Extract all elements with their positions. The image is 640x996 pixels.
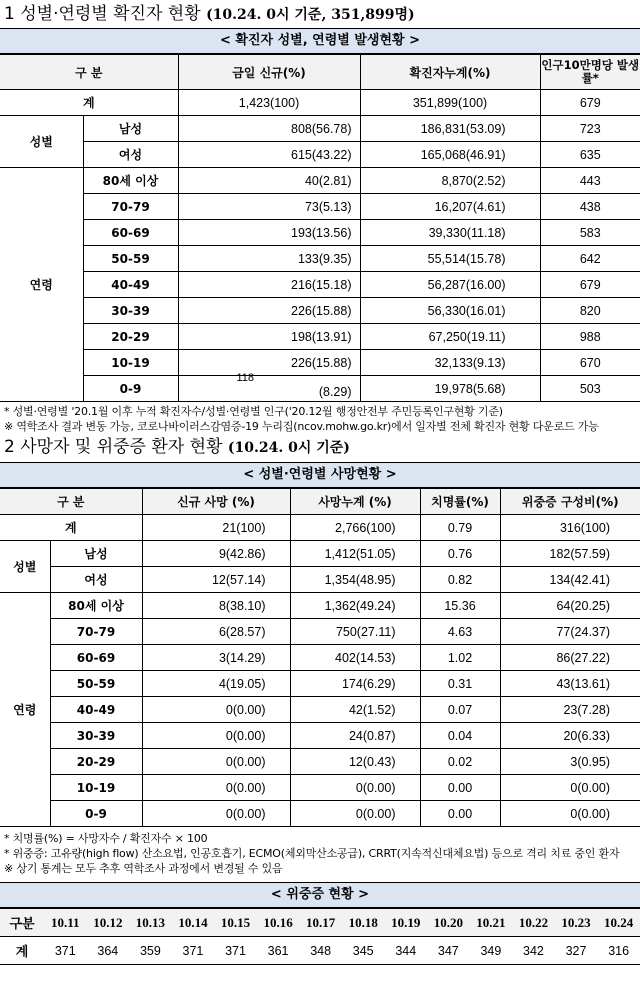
severe-date-cell: 10.15 <box>214 909 257 937</box>
confirmed-age-label: 50-59 <box>83 246 178 272</box>
confirmed-age-group-label: 연령 <box>0 168 83 402</box>
confirmed-age-new-top: 118 <box>236 372 255 384</box>
deaths-age-cumulative: 1,362(49.24) <box>290 593 420 619</box>
deaths-header-fatality: 치명률(%) <box>420 489 500 515</box>
confirmed-total-rate: 679 <box>540 90 640 116</box>
severe-date-cell: 10.23 <box>555 909 598 937</box>
severe-value-cell: 371 <box>44 937 87 965</box>
confirmed-age-label: 10-19 <box>83 350 178 376</box>
confirmed-sex-new: 808(56.78) <box>178 116 360 142</box>
section2-note: * 치명률(%) = 사망자수 / 확진자수 × 100 <box>4 832 208 845</box>
confirmed-header-new: 금일 신규(%) <box>178 55 360 90</box>
deaths-table-caption: < 성별·연령별 사망현황 > <box>0 462 640 488</box>
deaths-sex-fatality: 0.76 <box>420 541 500 567</box>
confirmed-age-rate: 679 <box>540 272 640 298</box>
confirmed-age-label: 0-9 <box>83 376 178 402</box>
deaths-age-fatality: 0.31 <box>420 671 500 697</box>
deaths-age-severe: 86(27.22) <box>500 645 640 671</box>
confirmed-sex-rate: 723 <box>540 116 640 142</box>
severe-value-cell: 359 <box>129 937 172 965</box>
deaths-age-severe: 0(0.00) <box>500 775 640 801</box>
confirmed-age-label: 80세 이상 <box>83 168 178 194</box>
deaths-header-cumulative: 사망누계 (%) <box>290 489 420 515</box>
section1-title-rest: (10.24. 0시 기준, 351,899명) <box>206 7 415 23</box>
severe-value-cell: 371 <box>172 937 215 965</box>
confirmed-age-new: 133(9.35) <box>178 246 360 272</box>
deaths-age-severe: 77(24.37) <box>500 619 640 645</box>
deaths-age-cumulative: 174(6.29) <box>290 671 420 697</box>
severe-date-cell: 10.17 <box>299 909 342 937</box>
confirmed-age-label: 20-29 <box>83 324 178 350</box>
severe-value-cell: 342 <box>512 937 555 965</box>
confirmed-age-new: 198(13.91) <box>178 324 360 350</box>
confirmed-age-cumulative: 8,870(2.52) <box>360 168 540 194</box>
confirmed-age-new: 40(2.81) <box>178 168 360 194</box>
section2-title <box>0 434 640 460</box>
deaths-age-cumulative: 12(0.43) <box>290 749 420 775</box>
confirmed-age-cumulative: 19,978(5.68) <box>360 376 540 402</box>
severe-date-cell: 10.16 <box>257 909 300 937</box>
severe-date-cell: 10.20 <box>427 909 470 937</box>
severe-date-cell: 10.11 <box>44 909 87 937</box>
confirmed-age-label: 30-39 <box>83 298 178 324</box>
deaths-age-label: 30-39 <box>50 723 142 749</box>
severe-date-cell: 10.18 <box>342 909 385 937</box>
deaths-age-new: 0(0.00) <box>142 801 290 827</box>
confirmed-age-rate: 583 <box>540 220 640 246</box>
confirmed-sex-label: 여성 <box>83 142 178 168</box>
severe-date-row <box>0 909 640 937</box>
section2-note: * 위중증: 고유량(high flow) 산소요법, 인공호흡기, ECMO(체외막산소공급), CRRT(지속적신대체요법) 등으로 격리 치료 중인 환자 <box>4 847 620 860</box>
confirmed-table-caption: < 확진자 성별, 연령별 발생현황 > <box>0 28 640 54</box>
deaths-table <box>0 488 640 827</box>
deaths-age-severe: 0(0.00) <box>500 801 640 827</box>
confirmed-age-cumulative: 32,133(9.13) <box>360 350 540 376</box>
deaths-sex-new: 12(57.14) <box>142 567 290 593</box>
section1-note: * 성별·연령별 '20.1월 이후 누적 확진자수/성별·연령별 인구('20.12월 행정안전부 주민등록인구현황 기준) <box>4 405 503 418</box>
confirmed-age-new-bottom: (8.29) <box>318 385 352 399</box>
severe-table-caption: < 위중증 현황 > <box>0 882 640 908</box>
deaths-age-label: 50-59 <box>50 671 142 697</box>
deaths-age-cumulative: 750(27.11) <box>290 619 420 645</box>
deaths-sex-cumulative: 1,354(48.95) <box>290 567 420 593</box>
deaths-age-fatality: 0.04 <box>420 723 500 749</box>
deaths-age-label: 60-69 <box>50 645 142 671</box>
confirmed-age-rate: 642 <box>540 246 640 272</box>
deaths-age-fatality: 0.02 <box>420 749 500 775</box>
deaths-age-fatality: 1.02 <box>420 645 500 671</box>
severe-value-cell: 316 <box>597 937 640 965</box>
confirmed-age-new <box>178 372 360 402</box>
deaths-sex-cumulative: 1,412(51.05) <box>290 541 420 567</box>
severe-date-cell: 10.21 <box>470 909 513 937</box>
confirmed-table <box>0 54 640 402</box>
deaths-age-fatality: 4.63 <box>420 619 500 645</box>
deaths-age-group-label: 연령 <box>0 593 50 827</box>
severe-value-cell: 349 <box>470 937 513 965</box>
severe-date-cell: 10.12 <box>87 909 130 937</box>
confirmed-age-rate: 988 <box>540 324 640 350</box>
deaths-age-cumulative: 42(1.52) <box>290 697 420 723</box>
deaths-age-fatality: 0.00 <box>420 801 500 827</box>
deaths-sex-severe: 134(42.41) <box>500 567 640 593</box>
confirmed-age-rate: 670 <box>540 350 640 376</box>
deaths-age-label: 20-29 <box>50 749 142 775</box>
confirmed-header-cumulative: 확진자누계(%) <box>360 55 540 90</box>
confirmed-age-label: 40-49 <box>83 272 178 298</box>
confirmed-age-cumulative: 39,330(11.18) <box>360 220 540 246</box>
deaths-age-label: 70-79 <box>50 619 142 645</box>
confirmed-total-label: 계 <box>0 90 178 116</box>
deaths-age-fatality: 15.36 <box>420 593 500 619</box>
confirmed-header-category: 구 분 <box>0 55 178 90</box>
confirmed-age-rate: 503 <box>540 376 640 402</box>
deaths-age-severe: 23(7.28) <box>500 697 640 723</box>
severe-header-label: 구분 <box>0 909 44 937</box>
deaths-age-fatality: 0.07 <box>420 697 500 723</box>
deaths-age-new: 0(0.00) <box>142 697 290 723</box>
confirmed-age-label: 70-79 <box>83 194 178 220</box>
deaths-sex-label: 남성 <box>50 541 142 567</box>
confirmed-sex-group-label: 성별 <box>0 116 83 168</box>
confirmed-sex-label: 남성 <box>83 116 178 142</box>
deaths-age-label: 10-19 <box>50 775 142 801</box>
severe-value-row <box>0 937 640 965</box>
deaths-age-new: 0(0.00) <box>142 749 290 775</box>
severe-value-cell: 361 <box>257 937 300 965</box>
deaths-age-cumulative: 0(0.00) <box>290 775 420 801</box>
severe-date-cell: 10.14 <box>172 909 215 937</box>
section1-title-main: 1 성별·연령별 확진자 현황 <box>4 4 201 24</box>
severe-row-label: 계 <box>0 937 44 965</box>
deaths-age-severe: 43(13.61) <box>500 671 640 697</box>
deaths-age-new: 8(38.10) <box>142 593 290 619</box>
severe-value-cell: 371 <box>214 937 257 965</box>
deaths-header-new: 신규 사망 (%) <box>142 489 290 515</box>
deaths-age-cumulative: 24(0.87) <box>290 723 420 749</box>
deaths-age-severe: 64(20.25) <box>500 593 640 619</box>
deaths-total-new: 21(100) <box>142 515 290 541</box>
section1-note: ※ 역학조사 결과 변동 가능, 코로나바이러스감염증-19 누리집(ncov.mohw.go.kr)에서 일자별 전체 확진자 현황 다운로드 가능 <box>4 420 599 433</box>
confirmed-age-new: 193(13.56) <box>178 220 360 246</box>
deaths-age-new: 0(0.00) <box>142 775 290 801</box>
confirmed-age-cumulative: 55,514(15.78) <box>360 246 540 272</box>
confirmed-sex-new: 615(43.22) <box>178 142 360 168</box>
severe-value-cell: 348 <box>299 937 342 965</box>
deaths-sex-fatality: 0.82 <box>420 567 500 593</box>
confirmed-age-rate: 438 <box>540 194 640 220</box>
confirmed-sex-rate: 635 <box>540 142 640 168</box>
deaths-age-fatality: 0.00 <box>420 775 500 801</box>
confirmed-age-cumulative: 56,287(16.00) <box>360 272 540 298</box>
deaths-age-label: 0-9 <box>50 801 142 827</box>
severe-date-cell: 10.19 <box>385 909 428 937</box>
deaths-sex-group-label: 성별 <box>0 541 50 593</box>
deaths-total-severe: 316(100) <box>500 515 640 541</box>
confirmed-age-label: 60-69 <box>83 220 178 246</box>
severe-value-cell: 364 <box>87 937 130 965</box>
severe-date-cell: 10.24 <box>597 909 640 937</box>
severe-value-cell: 327 <box>555 937 598 965</box>
deaths-age-cumulative: 0(0.00) <box>290 801 420 827</box>
confirmed-age-new: 226(15.88) <box>178 350 360 376</box>
section2-title-main: 2 사망자 및 위중증 환자 현황 <box>4 437 223 457</box>
confirmed-age-new: 216(15.18) <box>178 272 360 298</box>
confirmed-sex-cumulative: 186,831(53.09) <box>360 116 540 142</box>
deaths-age-severe: 3(0.95) <box>500 749 640 775</box>
deaths-age-new: 0(0.00) <box>142 723 290 749</box>
severe-date-cell: 10.13 <box>129 909 172 937</box>
confirmed-age-rate: 443 <box>540 168 640 194</box>
confirmed-age-new: 226(15.88) <box>178 298 360 324</box>
deaths-total-label: 계 <box>0 515 142 541</box>
severe-value-cell: 345 <box>342 937 385 965</box>
confirmed-age-cumulative: 16,207(4.61) <box>360 194 540 220</box>
deaths-age-new: 6(28.57) <box>142 619 290 645</box>
deaths-sex-severe: 182(57.59) <box>500 541 640 567</box>
deaths-age-new: 4(19.05) <box>142 671 290 697</box>
severe-table <box>0 908 640 965</box>
confirmed-age-cumulative: 56,330(16.01) <box>360 298 540 324</box>
severe-value-cell: 344 <box>385 937 428 965</box>
deaths-age-label: 40-49 <box>50 697 142 723</box>
confirmed-age-rate: 820 <box>540 298 640 324</box>
deaths-age-new: 3(14.29) <box>142 645 290 671</box>
deaths-sex-new: 9(42.86) <box>142 541 290 567</box>
deaths-header-category: 구 분 <box>0 489 142 515</box>
deaths-sex-label: 여성 <box>50 567 142 593</box>
deaths-age-severe: 20(6.33) <box>500 723 640 749</box>
confirmed-header-rate: 인구10만명당 발생률* <box>540 55 640 90</box>
severe-value-cell: 347 <box>427 937 470 965</box>
section1-title <box>0 0 640 28</box>
confirmed-age-cumulative: 67,250(19.11) <box>360 324 540 350</box>
severe-date-cell: 10.22 <box>512 909 555 937</box>
deaths-total-fatality: 0.79 <box>420 515 500 541</box>
confirmed-age-new: 73(5.13) <box>178 194 360 220</box>
section2-note: ※ 상기 통계는 모두 추후 역학조사 과정에서 변경될 수 있음 <box>4 862 283 875</box>
deaths-age-label: 80세 이상 <box>50 593 142 619</box>
confirmed-total-new: 1,423(100) <box>178 90 360 116</box>
deaths-age-cumulative: 402(14.53) <box>290 645 420 671</box>
deaths-header-severe: 위중증 구성비(%) <box>500 489 640 515</box>
deaths-total-cumulative: 2,766(100) <box>290 515 420 541</box>
section2-title-rest: (10.24. 0시 기준) <box>227 440 350 456</box>
confirmed-total-cumulative: 351,899(100) <box>360 90 540 116</box>
confirmed-sex-cumulative: 165,068(46.91) <box>360 142 540 168</box>
